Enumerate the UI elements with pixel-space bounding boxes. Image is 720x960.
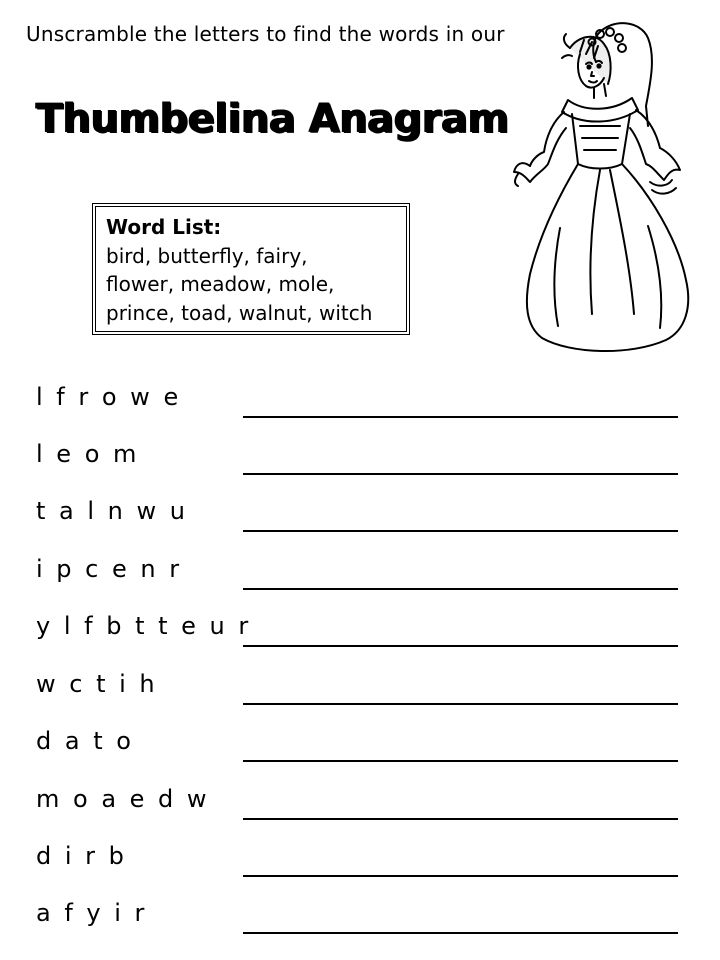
answer-line[interactable] [243, 875, 678, 877]
word-list-heading: Word List: [106, 215, 222, 239]
answer-line[interactable] [243, 645, 678, 647]
answer-line[interactable] [243, 588, 678, 590]
scrambled-word: l f r o w e [36, 383, 182, 411]
puzzle-row [0, 612, 720, 670]
answer-line[interactable] [243, 416, 678, 418]
scrambled-word: w c t i h [36, 670, 158, 698]
word-list-line: prince, toad, walnut, witch [106, 300, 373, 325]
puzzle-row [0, 670, 720, 728]
princess-illustration-icon [500, 14, 700, 359]
scrambled-word: d i r b [36, 842, 127, 870]
page-title: Thumbelina Anagram [36, 96, 509, 142]
answer-line[interactable] [243, 703, 678, 705]
answer-line[interactable] [243, 760, 678, 762]
instruction-text: Unscramble the letters to find the words in our [26, 22, 505, 46]
scrambled-word: y l f b t t e u r [36, 612, 252, 640]
puzzle-row [0, 383, 720, 441]
scrambled-word: m o a e d w [36, 785, 210, 813]
puzzle-row [0, 440, 720, 498]
word-list-line: flower, meadow, mole, [106, 272, 335, 296]
answer-line[interactable] [243, 473, 678, 475]
scrambled-word: t a l n w u [36, 497, 188, 525]
puzzle-row [0, 727, 720, 785]
word-list-box [92, 203, 410, 335]
scrambled-word: d a t o [36, 727, 134, 755]
word-list-line: bird, butterfly, fairy, [106, 243, 308, 268]
answer-line[interactable] [243, 932, 678, 934]
answer-line[interactable] [243, 530, 678, 532]
scrambled-word: i p c e n r [36, 555, 183, 583]
word-list-inner [95, 206, 407, 332]
puzzle-row [0, 842, 720, 900]
puzzle-row [0, 555, 720, 613]
scrambled-word: a f y i r [36, 899, 148, 927]
answer-line[interactable] [243, 818, 678, 820]
puzzle-row [0, 899, 720, 957]
scrambled-word: l e o m [36, 440, 140, 468]
puzzle-row [0, 785, 720, 843]
puzzle-row [0, 497, 720, 555]
